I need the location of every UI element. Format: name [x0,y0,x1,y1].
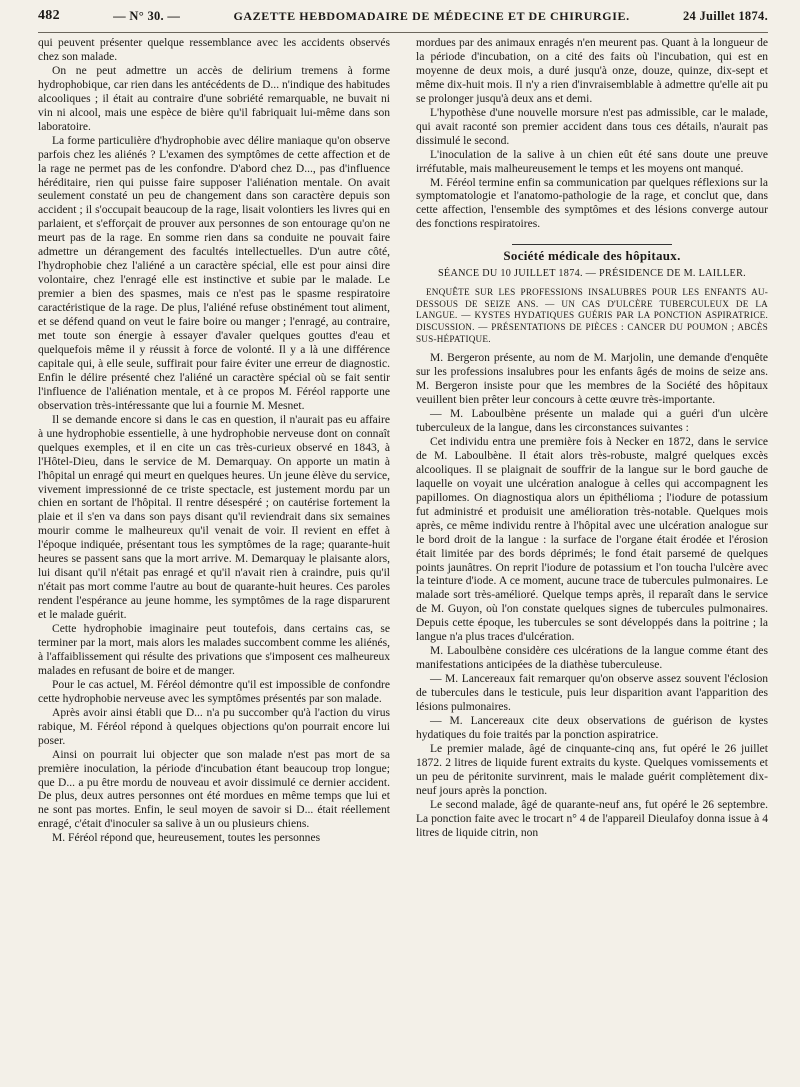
paragraph: M. Bergeron présente, au nom de M. Marjolin, une demande d'enquête sur les professions insalubres pour les enfants âgés de moins de seize ans. M. Bergeron insiste pour que les membres de la Société des hôpitaux veuillent bien prêter leur concours à cette œuvre très-importante. [416,352,768,407]
issue-number: — N° 30. — [113,8,181,23]
paragraph: M. Laboulbène considère ces ulcérations de la langue comme étant des manifestations anticipées de la diathèse tuberculeuse. [416,645,768,672]
paragraph: On ne peut admettre un accès de delirium tremens à forme hydrophobique, car rien dans les antécédents de D... n'indique des habitudes alcooliques ; il était au contraire d'une sobriété remarquable, ne buvait ni vin ni alcool, mais une espèce de bière qu'il fabriquait lui-même dans son laboratoire. [38,64,390,133]
session-summary: ENQUÊTE SUR LES PROFESSIONS INSALUBRES POUR LES ENFANTS AU-DESSOUS DE SEIZE ANS. — UN CAS D'ULCÈRE TUBERCULEUX DE LA LANGUE. — KYSTES HYDATIQUES GUÉRIS PAR LA PONCTION ASPIRATRICE. DISCUSSION. — PRÉSENTATIONS DE PIÈCES : CANCER DU POUMON ; ABCÈS SUS-HÉPATIQUE. [416,287,768,344]
paragraph: L'hypothèse d'une nouvelle morsure n'est pas admissible, car le malade, qui avait raconté son premier accident dans tous ces détails, n'aurait pas dissimulé le second. [416,106,768,147]
issue-date: 24 Juillet 1874. [682,8,768,23]
paragraph: Ainsi on pourrait lui objecter que son malade n'est pas mort de sa première inoculation, la période d'incubation étant beaucoup trop longue; que D... a pu être mordu de nouveau et avoir dissimulé ce dernier accident. De plus, deux autres personnes ont été mordues en même temps que lui et ne sont pas mortes. Enfin, le seul moyen de savoir si D... était réellement enragé, c'était d'inoculer sa salive à un ou plusieurs chiens. [38,748,390,831]
paragraph: Il se demande encore si dans le cas en question, il n'aurait pas eu affaire à une hydrophobie essentielle, à une hydrophobie nerveuse dont on connaît quelques exemples, et il en cite un cas très-curieux observé en 1843, à l'Hôtel-Dieu, dans le service de M. Demarquay. On apporte un matin à l'hôpital un enragé qui meurt en quelques heures. Un jeune élève du service, vivement impressionné de ce triste spectacle, est justement mordu par un chien en sortant de l'hôpital. Il rentre désespéré ; on cautérise fortement la plaie et il s'en va dans son pays disant qu'il reviendrait dans six semaines mourir comme le malheureux qu'il venait de voir. Il revient en effet à l'époque indiquée, présentant tous les symptômes de la rage; quarante-huit heures se passent sans que la mort arrive. M. Demarquay le plaisante alors, lui disant qu'il n'était pas enragé et qu'il n'avait rien à craindre, puis qu'il n'était pas mort comme l'autre au bout de quarante-huit heures. Ces paroles rendent l'espérance au jeune homme, les symptômes de la rage disparurent et le malade guérit. [38,413,390,622]
paragraph: L'inoculation de la salive à un chien eût été sans doute une preuve irréfutable, mais malheureusement le temps et les moyens ont manqué. [416,148,768,175]
journal-title: GAZETTE HEBDOMADAIRE DE MÉDECINE ET DE CHIRURGIE. [233,8,630,23]
paragraph: M. Féréol termine enfin sa communication par quelques réflexions sur la symptomatologie et l'anatomo-pathologie de la rage, et conclut que, dans cette affection, l'ensemble des symptômes et des lésions converge autour des fonctions respiratoires. [416,176,768,231]
paragraph: Après avoir ainsi établi que D... n'a pu succomber qu'à l'action du virus rabique, M. Féréol répond à quelques objections qu'on pourrait encore lui poser. [38,706,390,747]
paragraph: — M. Laboulbène présente un malade qui a guéri d'un ulcère tuberculeux de la langue, dans les circonstances suivantes : [416,408,768,434]
paragraph: qui peuvent présenter quelque ressemblance avec les accidents observés chez son malade. [38,37,390,63]
section-title: Société médicale des hôpitaux. [503,248,681,264]
paragraph: Pour le cas actuel, M. Féréol démontre qu'il est impossible de confondre cette hydrophobie nerveuse avec les symptômes présentés par son malade. [38,678,390,705]
right-column [416,37,768,846]
page-number: 482 [38,8,60,23]
section-divider [512,244,672,245]
columns [38,37,768,846]
paragraph: — M. Lancereaux fait remarquer qu'on observe assez souvent l'éclosion de tubercules dans le testicule, puis leur disparition avant l'apparition des lésions pulmonaires. [416,673,768,714]
paragraph: Le second malade, âgé de quarante-neuf ans, fut opéré le 26 septembre. La ponction faite avec le trocart n° 4 de l'appareil Dieulafoy donna issue à 4 litres de liquide citrin, non [416,798,768,839]
paragraph: La forme particulière d'hydrophobie avec délire maniaque qu'on observe parfois chez les aliénés ? L'examen des symptômes de cette affection et de la rage ne permet pas de les confondre. D'abord chez D..., pas d'influence héréditaire, rien qui puisse faire supposer l'aliénation mentale. On avait seulement constaté un peu de changement dans son caractère depuis son accident ; il s'occupait beaucoup de la rage, lisait volontiers les livres qui en parlaient, et s'efforçait de prouver aux personnes de son entourage qu'on ne meurt pas de la rage. En somme rien dans sa conduite ne pouvait faire admettre un dérangement des facultés intellectuelles. D'un autre côté, l'hydrophobie chez l'aliéné a un caractère spécial, elle est pour ainsi dire volontaire, chez l'enragé elle est instinctive et subie par le malade. Le premier a bien des spasmes, mais ce n'est pas le spasme respiratoire caractéristique de la rage. De plus, l'aliéné refuse obstinément tout aliment, et se défend quand on veut le faire boire ou manger ; l'enragé, au contraire, met toute son énergie à essayer d'avaler quelques gouttes d'eau et quelquefois même il y réussit à force de volonté. Il y a là une différence capitale qui, à elle seule, suffirait pour faire éviter une erreur de diagnostic. Enfin le délire présenté chez l'aliéné un caractère spécial où se fait sentir l'influence de l'aliénation mentale, et à ce propos M. Féréol rapporte une observation très-intéressante que lui a fournie M. Mesnet. [38,134,390,412]
paragraph: Le premier malade, âgé de cinquante-cinq ans, fut opéré le 26 juillet 1872. 2 litres de liquide furent extraits du kyste. Quelques vomissements et un peu de péritonite survinrent, mais le malade guérit complètement dix-neuf jours après la ponction. [416,742,768,797]
left-column [38,37,390,846]
paragraph: mordues par des animaux enragés n'en meurent pas. Quant à la longueur de la période d'incubation, on a cité des faits où l'incubation, qui est en moyenne de deux mois, a duré jusqu'à onze, douze, quinze, dix-sept et même dix-huit mois. Il n'y a rien d'invraisemblable à admettre qu'elle ait pu se prolonger jusqu'à deux ans et demi. [416,37,768,105]
paragraph: M. Féréol répond que, heureusement, toutes les personnes [52,832,321,845]
session-line: SÉANCE DU 10 JUILLET 1874. — PRÉSIDENCE DE M. LAILLER. [437,268,747,280]
paragraph: Cette hydrophobie imaginaire peut toutefois, dans certains cas, se terminer par la mort, mais alors les malades succombent comme les aliénés, à l'affaiblissement qui résulte des privations que s'imposent ces malheureux malades en refusant de boire et de manger. [38,623,390,677]
page-header [38,0,768,33]
paragraph: — M. Lancereaux cite deux observations de guérison de kystes hydatiques du foie traités par la ponction aspiratrice. [416,715,768,741]
paragraph: Cet individu entra une première fois à Necker en 1872, dans le service de M. Laboulbène. Il était alors très-robuste, malgré quelques excès alcooliques. Il se plaignait de souffrir de la langue sur le bord gauche de laquelle on voyait une ulcération analogue à celles qui accompagnent les papillomes. On diagnostiqua alors un épithélioma ; l'iodure de potassium fut administré et produisit une amélioration très-notable. Quelques mois après, ce même individu rentre à l'hôpital avec une ulcération analogue sur le bord droit de la langue : la surface de l'organe était érodée et l'érosion était limitée par des bords déprimés; le fond était parsemé de quelques points jaunâtres. On reprit l'iodure de potassium et l'on toucha l'ulcère avec la teinture d'iode. A ce moment, aucune trace de tubercules pulmonaires. Le malade sort très-amélioré. Quelque temps après, il reparaît dans le service de M. Guyon, où l'on constate quelques signes de tubercules pulmonaires. Depuis cette époque, les tubercules se sont développés dans la poitrine ; la langue n'a plus traces d'ulcération. [416,435,768,644]
